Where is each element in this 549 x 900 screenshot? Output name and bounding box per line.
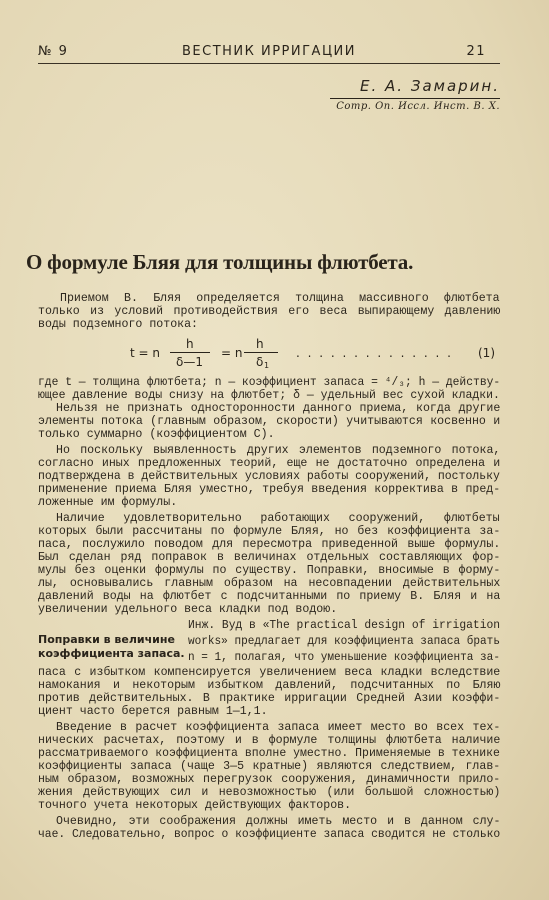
equation-number: (1) — [478, 346, 495, 360]
formula-numerator-2: h — [256, 337, 264, 351]
text-line: против действительных. В практике ирригации Средней Азии коэффи- — [38, 692, 501, 705]
text-line: только из условий противодействия его веса выпирающему давлению — [38, 305, 501, 318]
text-line: Был сделан ряд поправок в величинах отдельных составляющих фор- — [38, 551, 501, 564]
journal-title: ВЕСТНИК ИРРИГАЦИИ — [181, 44, 356, 59]
text-line: Приемом В. Бляя определяется толщина массивного флютбета — [60, 292, 500, 305]
text-line: подтверждена в действительных условиях работы сооружений, постольку — [38, 470, 500, 483]
text-line: элементы потока (главным образом, скорости) учитываются косвенно и — [38, 415, 501, 428]
text-line: мулы без оценки формулы по существу. Поправки, вносимые в форму- — [38, 564, 501, 577]
text-line: намокания и некоторым избытком давлений, подсчитанных по Бляю — [38, 679, 501, 692]
text-line: нических расчетах, поэтому и в формуле толщины флютбета наличие — [38, 734, 501, 747]
text-line: циент часто берется равным 1—1,1. — [38, 705, 268, 718]
text-line: увеличении удельного веса кладки под водою. — [38, 603, 338, 616]
formula-lhs: t = n — [130, 346, 160, 360]
text-line: где t — толщина флютбета; n — коэффициент запаса = ⁴/₃; h — действу- — [38, 376, 501, 389]
text-line: Очевидно, эти соображения должны иметь место и в данном слу- — [56, 815, 501, 828]
article-title: О формуле Бляя для толщины флютбета. — [26, 250, 414, 274]
text-line: которых были рассчитаны по формуле Бляя, но без коэффициента за- — [38, 525, 501, 538]
formula-denominator-1: δ—1 — [176, 355, 203, 369]
text-line: Но поскольку выявленность других элементов подземного потока, — [56, 444, 501, 457]
text-line: жения действующих сил и невозможностью (или большой сложностью) — [38, 786, 501, 799]
text-line: рассматриваемого коэффициента вполне уместно. Применяемые в технике — [38, 747, 500, 760]
text-line: согласно иных предложенных теорий, еще не достаточно определена и — [38, 457, 501, 470]
formula-1 — [126, 337, 506, 373]
text-line: чае. Следовательно, вопрос о коэффициенте запаса сводится не столько — [38, 828, 501, 841]
side-heading-line: коэффициента запаса. — [38, 647, 185, 660]
text-line: ложенные им формулы. — [38, 496, 178, 509]
text-line: Нельзя не признать односторонности данного приема, когда другие — [56, 402, 501, 415]
text-line: паса, послужило поводом для пересмотра приведенной выше формулы. — [38, 538, 501, 551]
text-line: применение приема Бляя уместно, требуя введения корректива в пред- — [38, 483, 501, 496]
header-rule — [38, 63, 500, 64]
issue-number: № 9 — [38, 44, 69, 59]
text-line: паса с избытком компенсируется увеличением веса кладки вследствие — [38, 666, 501, 679]
author-name: Е. А. Замарин. — [360, 77, 500, 95]
text-line: Инж. Вуд в «The practical design of irrigation — [188, 619, 501, 632]
text-line: только суммарно (коэффициентом С). — [38, 428, 275, 441]
formula-leader-dots: . . . . . . . . . . . . . . — [296, 346, 453, 360]
side-heading-line: Поправки в величине — [38, 633, 175, 646]
text-line: n = 1, полагая, что уменьшение коэффициента за- — [188, 651, 500, 664]
running-header — [38, 44, 500, 62]
text-line: ным образом, возможных перегрузок сооружения, динамичности прило- — [38, 773, 501, 786]
text-line: works» предлагает для коэффициента запаса брать — [188, 635, 500, 648]
formula-middle: = n — [221, 346, 243, 360]
text-line: коэффициенты запаса (чаще 3—5 кратные) являются следствием, глав- — [38, 760, 501, 773]
page-number: 21 — [466, 44, 486, 59]
text-line: ющее давление воды снизу на флютбет; δ — удельный вес сухой кладки. — [38, 389, 500, 402]
formula-numerator-1: h — [186, 337, 194, 351]
text-line: воды подземного потока: — [38, 318, 199, 331]
text-line: Наличие удовлетворительно работающих сооружений, флютбеты — [56, 512, 500, 525]
text-line: точного учета некоторых действующих факторов. — [38, 799, 352, 812]
fraction-bar-2 — [244, 352, 278, 353]
text-line: давлений воды на флютбет с подсчитанными по приему В. Бляя и на — [38, 590, 501, 603]
text-line: лы, основывались главным образом на несовпадении действительных — [38, 577, 501, 590]
formula-subscript: 1 — [264, 361, 270, 370]
formula-denominator-2: δ — [256, 355, 264, 369]
fraction-bar-1 — [170, 352, 210, 353]
text-line: Введение в расчет коэффициента запаса имеет место во всех тех- — [56, 721, 501, 734]
author-affiliation: Сотр. Оп. Исcл. Инст. В. Х. — [330, 98, 500, 112]
